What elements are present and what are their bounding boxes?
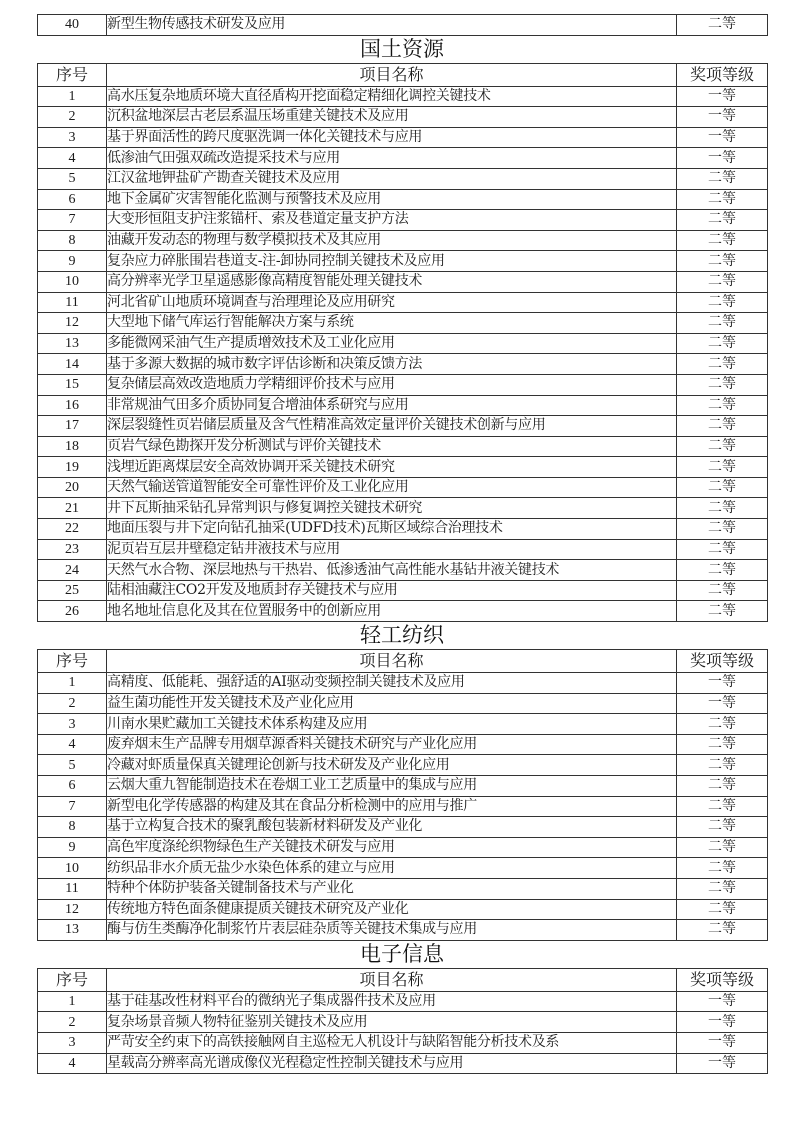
row-number: 5 xyxy=(38,755,107,776)
column-header-project-name: 项目名称 xyxy=(107,63,677,86)
table-row xyxy=(38,86,768,107)
award-section xyxy=(37,36,767,622)
award-grade: 二等 xyxy=(677,251,768,272)
row-number: 2 xyxy=(38,693,107,714)
row-number: 1 xyxy=(38,86,107,107)
award-grade: 一等 xyxy=(677,673,768,694)
award-grade: 二等 xyxy=(677,734,768,755)
table-row xyxy=(38,333,768,354)
award-grade: 二等 xyxy=(677,230,768,251)
carryover-table xyxy=(37,14,768,36)
column-header-award-grade: 奖项等级 xyxy=(677,968,768,991)
award-grade: 一等 xyxy=(677,1053,768,1074)
row-number: 11 xyxy=(38,292,107,313)
row-number: 5 xyxy=(38,168,107,189)
row-number: 10 xyxy=(38,858,107,879)
award-grade: 二等 xyxy=(677,333,768,354)
column-header-project-name: 项目名称 xyxy=(107,650,677,673)
table-row xyxy=(38,1053,768,1074)
row-number: 10 xyxy=(38,271,107,292)
project-name: 酶与仿生类酶净化制浆竹片表层硅杂质等关键技术集成与应用 xyxy=(107,920,677,941)
table-row xyxy=(38,714,768,735)
project-name: 新型生物传感技术研发及应用 xyxy=(107,15,677,36)
row-number: 22 xyxy=(38,519,107,540)
row-number: 9 xyxy=(38,251,107,272)
award-grade: 二等 xyxy=(677,878,768,899)
table-row xyxy=(38,230,768,251)
row-number: 13 xyxy=(38,333,107,354)
award-grade: 二等 xyxy=(677,189,768,210)
row-number: 23 xyxy=(38,539,107,560)
row-number: 40 xyxy=(38,15,107,36)
row-number: 6 xyxy=(38,189,107,210)
table-row xyxy=(38,251,768,272)
award-grade: 二等 xyxy=(677,271,768,292)
column-header-number: 序号 xyxy=(38,63,107,86)
table-row xyxy=(38,817,768,838)
table-row xyxy=(38,755,768,776)
row-number: 15 xyxy=(38,374,107,395)
award-grade: 二等 xyxy=(677,776,768,797)
row-number: 1 xyxy=(38,673,107,694)
project-name: 高色牢度涤纶织物绿色生产关键技术研发与应用 xyxy=(107,837,677,858)
project-name: 废弃烟末生产品牌专用烟草源香料关键技术研究与产业化应用 xyxy=(107,734,677,755)
award-grade: 二等 xyxy=(677,899,768,920)
award-section xyxy=(37,941,767,1074)
project-name: 基于多源大数据的城市数字评估诊断和决策反馈方法 xyxy=(107,354,677,375)
section-title: 轻工纺织 xyxy=(360,623,444,648)
table-row xyxy=(38,776,768,797)
table-row xyxy=(38,539,768,560)
column-header-award-grade: 奖项等级 xyxy=(677,63,768,86)
row-number: 8 xyxy=(38,230,107,251)
project-name: 非常规油气田多介质协同复合增油体系研究与应用 xyxy=(107,395,677,416)
award-grade: 二等 xyxy=(677,580,768,601)
award-grade: 一等 xyxy=(677,148,768,169)
sections-container xyxy=(37,36,767,1075)
table-header-row xyxy=(38,968,768,991)
row-number: 18 xyxy=(38,436,107,457)
table-row xyxy=(38,148,768,169)
table-row xyxy=(38,837,768,858)
award-grade: 二等 xyxy=(677,539,768,560)
project-name: 复杂应力碎胀围岩巷道支-注-卸协同控制关键技术及应用 xyxy=(107,251,677,272)
table-row xyxy=(38,1012,768,1033)
award-grade: 二等 xyxy=(677,560,768,581)
award-grade: 二等 xyxy=(677,601,768,622)
award-grade: 二等 xyxy=(677,436,768,457)
award-grade: 二等 xyxy=(677,837,768,858)
award-grade: 二等 xyxy=(677,15,768,36)
award-table xyxy=(37,63,768,622)
project-name: 冷藏对虾质量保真关键理论创新与技术研发及产业化应用 xyxy=(107,755,677,776)
column-header-award-grade: 奖项等级 xyxy=(677,650,768,673)
row-number: 3 xyxy=(38,714,107,735)
award-grade: 二等 xyxy=(677,796,768,817)
row-number: 4 xyxy=(38,734,107,755)
row-number: 12 xyxy=(38,899,107,920)
table-row xyxy=(38,920,768,941)
table-row xyxy=(38,560,768,581)
project-name: 地下金属矿灾害智能化监测与预警技术及应用 xyxy=(107,189,677,210)
row-number: 2 xyxy=(38,1012,107,1033)
project-name: 纺织品非水介质无盐少水染色体系的建立与应用 xyxy=(107,858,677,879)
project-name: 陆相油藏注CO2开发及地质封存关键技术与应用 xyxy=(107,580,677,601)
row-number: 8 xyxy=(38,817,107,838)
row-number: 11 xyxy=(38,878,107,899)
row-number: 13 xyxy=(38,920,107,941)
table-row xyxy=(38,189,768,210)
table-row xyxy=(38,477,768,498)
table-row xyxy=(38,693,768,714)
table-row xyxy=(38,127,768,148)
project-name: 严苛安全约束下的高铁接触网自主巡检无人机设计与缺陷智能分析技术及系 xyxy=(107,1032,677,1053)
table-row xyxy=(38,107,768,128)
project-name: 河北省矿山地质环境调查与治理理论及应用研究 xyxy=(107,292,677,313)
award-grade: 二等 xyxy=(677,395,768,416)
row-number: 7 xyxy=(38,796,107,817)
project-name: 沉积盆地深层古老层系温压场重建关键技术及应用 xyxy=(107,107,677,128)
award-grade: 二等 xyxy=(677,374,768,395)
row-number: 20 xyxy=(38,477,107,498)
row-number: 3 xyxy=(38,127,107,148)
table-row xyxy=(38,878,768,899)
row-number: 4 xyxy=(38,148,107,169)
column-header-project-name: 项目名称 xyxy=(107,968,677,991)
project-name: 大型地下储气库运行智能解决方案与系统 xyxy=(107,313,677,334)
row-number: 19 xyxy=(38,457,107,478)
row-number: 21 xyxy=(38,498,107,519)
award-grade: 二等 xyxy=(677,354,768,375)
award-grade: 二等 xyxy=(677,416,768,437)
award-grade: 二等 xyxy=(677,168,768,189)
award-grade: 二等 xyxy=(677,920,768,941)
table-row xyxy=(38,1032,768,1053)
project-name: 多能微网采油气生产提质增效技术及工业化应用 xyxy=(107,333,677,354)
row-number: 7 xyxy=(38,210,107,231)
project-name: 泥页岩互层井壁稳定钻井液技术与应用 xyxy=(107,539,677,560)
section-title: 国土资源 xyxy=(360,36,444,61)
award-section xyxy=(37,622,767,941)
project-name: 天然气输送管道智能安全可靠性评价及工业化应用 xyxy=(107,477,677,498)
project-name: 高分辨率光学卫星遥感影像高精度智能处理关键技术 xyxy=(107,271,677,292)
project-name: 深层裂缝性页岩储层质量及含气性精准高效定量评价关键技术创新与应用 xyxy=(107,416,677,437)
award-grade: 二等 xyxy=(677,210,768,231)
project-name: 益生菌功能性开发关键技术及产业化应用 xyxy=(107,693,677,714)
project-name: 星载高分辨率高光谱成像仪光程稳定性控制关键技术与应用 xyxy=(107,1053,677,1074)
row-number: 26 xyxy=(38,601,107,622)
award-grade: 一等 xyxy=(677,991,768,1012)
award-grade: 一等 xyxy=(677,127,768,148)
section-title: 电子信息 xyxy=(360,941,444,966)
project-name: 基于界面活性的跨尺度驱洗调一体化关键技术与应用 xyxy=(107,127,677,148)
table-row xyxy=(38,457,768,478)
award-grade: 一等 xyxy=(677,693,768,714)
award-grade: 二等 xyxy=(677,292,768,313)
project-name: 油藏开发动态的物理与数学模拟技术及其应用 xyxy=(107,230,677,251)
award-table xyxy=(37,968,768,1074)
award-grade: 一等 xyxy=(677,1032,768,1053)
award-grade: 二等 xyxy=(677,858,768,879)
project-name: 大变形恒阻支护注浆锚杆、索及巷道定量支护方法 xyxy=(107,210,677,231)
project-name: 复杂储层高效改造地质力学精细评价技术与应用 xyxy=(107,374,677,395)
table-row xyxy=(38,519,768,540)
table-row xyxy=(38,498,768,519)
project-name: 基于立构复合技术的聚乳酸包装新材料研发及产业化 xyxy=(107,817,677,838)
table-header-row xyxy=(38,63,768,86)
table-row xyxy=(38,15,768,36)
row-number: 14 xyxy=(38,354,107,375)
project-name: 低渗油气田强双疏改造提采技术与应用 xyxy=(107,148,677,169)
row-number: 16 xyxy=(38,395,107,416)
table-row xyxy=(38,858,768,879)
table-row xyxy=(38,580,768,601)
award-grade: 一等 xyxy=(677,107,768,128)
project-name: 天然气水合物、深层地热与干热岩、低渗透油气高性能水基钻井液关键技术 xyxy=(107,560,677,581)
project-name: 地名地址信息化及其在位置服务中的创新应用 xyxy=(107,601,677,622)
award-list-page xyxy=(37,14,767,1074)
table-row xyxy=(38,271,768,292)
row-number: 6 xyxy=(38,776,107,797)
project-name: 江汉盆地钾盐矿产勘查关键技术及应用 xyxy=(107,168,677,189)
table-row xyxy=(38,601,768,622)
award-grade: 二等 xyxy=(677,714,768,735)
award-grade: 二等 xyxy=(677,519,768,540)
project-name: 高精度、低能耗、强舒适的AI驱动变频控制关键技术及应用 xyxy=(107,673,677,694)
table-row xyxy=(38,991,768,1012)
table-row xyxy=(38,673,768,694)
project-name: 特种个体防护装备关键制备技术与产业化 xyxy=(107,878,677,899)
row-number: 1 xyxy=(38,991,107,1012)
project-name: 新型电化学传感器的构建及其在食品分析检测中的应用与推广 xyxy=(107,796,677,817)
award-grade: 二等 xyxy=(677,817,768,838)
table-row xyxy=(38,416,768,437)
project-name: 传统地方特色面条健康提质关键技术研究及产业化 xyxy=(107,899,677,920)
project-name: 复杂场景音频人物特征鉴别关键技术及应用 xyxy=(107,1012,677,1033)
award-grade: 一等 xyxy=(677,1012,768,1033)
table-row xyxy=(38,354,768,375)
project-name: 川南水果贮藏加工关键技术体系构建及应用 xyxy=(107,714,677,735)
table-row xyxy=(38,292,768,313)
award-grade: 二等 xyxy=(677,498,768,519)
table-row xyxy=(38,436,768,457)
project-name: 基于硅基改性材料平台的微纳光子集成器件技术及应用 xyxy=(107,991,677,1012)
row-number: 12 xyxy=(38,313,107,334)
row-number: 9 xyxy=(38,837,107,858)
table-row xyxy=(38,313,768,334)
row-number: 17 xyxy=(38,416,107,437)
table-header-row xyxy=(38,650,768,673)
award-grade: 一等 xyxy=(677,86,768,107)
column-header-number: 序号 xyxy=(38,650,107,673)
row-number: 3 xyxy=(38,1032,107,1053)
project-name: 高水压复杂地质环境大直径盾构开挖面稳定精细化调控关键技术 xyxy=(107,86,677,107)
table-row xyxy=(38,796,768,817)
row-number: 24 xyxy=(38,560,107,581)
row-number: 25 xyxy=(38,580,107,601)
award-grade: 二等 xyxy=(677,457,768,478)
row-number: 4 xyxy=(38,1053,107,1074)
table-row xyxy=(38,374,768,395)
project-name: 浅埋近距离煤层安全高效协调开采关键技术研究 xyxy=(107,457,677,478)
table-row xyxy=(38,734,768,755)
project-name: 云烟大重九智能制造技术在卷烟工业工艺质量中的集成与应用 xyxy=(107,776,677,797)
table-row xyxy=(38,168,768,189)
column-header-number: 序号 xyxy=(38,968,107,991)
row-number: 2 xyxy=(38,107,107,128)
table-row xyxy=(38,395,768,416)
award-grade: 二等 xyxy=(677,313,768,334)
project-name: 页岩气绿色勘探开发分析测试与评价关键技术 xyxy=(107,436,677,457)
table-row xyxy=(38,210,768,231)
project-name: 井下瓦斯抽采钻孔异常判识与修复调控关键技术研究 xyxy=(107,498,677,519)
award-table xyxy=(37,649,768,941)
project-name: 地面压裂与井下定向钻孔抽采(UDFD技术)瓦斯区域综合治理技术 xyxy=(107,519,677,540)
award-grade: 二等 xyxy=(677,477,768,498)
table-row xyxy=(38,899,768,920)
award-grade: 二等 xyxy=(677,755,768,776)
